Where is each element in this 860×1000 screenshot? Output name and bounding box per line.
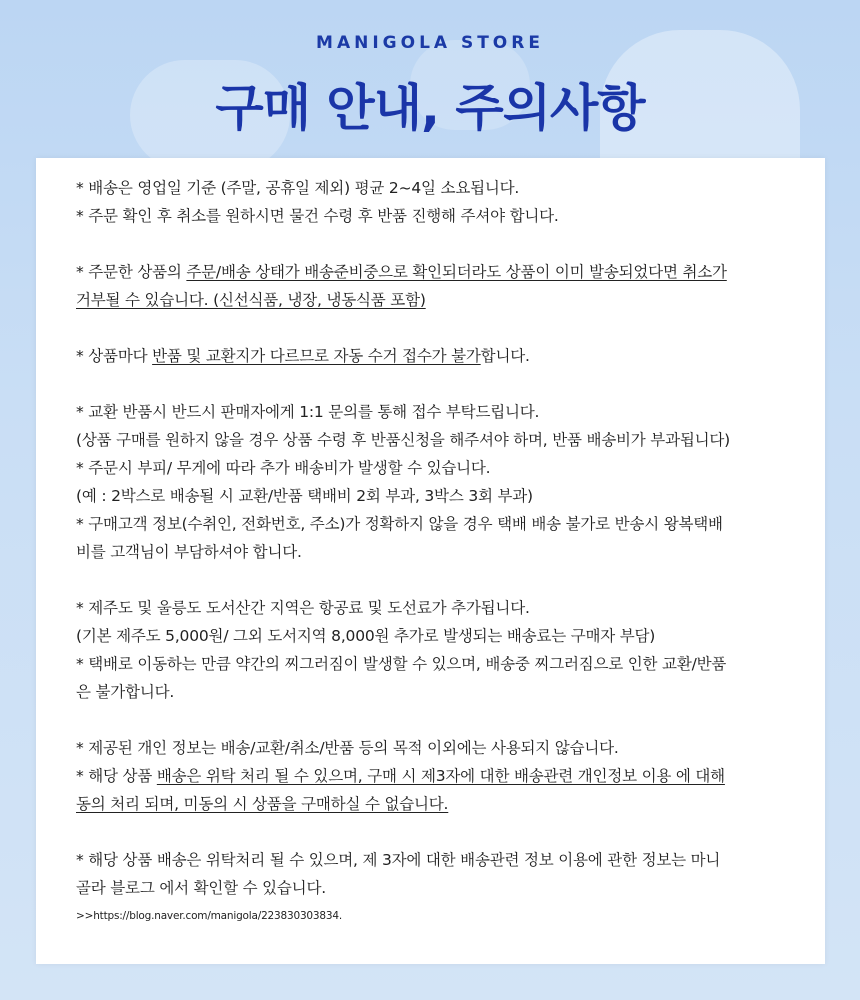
underlined-text: 주문/배송 상태가 배송준비중으로 확인되더라도 상품이 이미 발송되었다면 취소가 [186,263,727,281]
store-name: MANIGOLA STORE [316,33,544,53]
notice-line [76,482,788,510]
notice-line [76,398,788,426]
notice-line [76,874,788,902]
text-segment: * 해당 상품 배송은 위탁처리 될 수 있으며, 제 3자에 대한 배송관련 정보 이용에 관한 정보는 마니 [76,851,721,869]
text-segment: (예 : 2박스로 배송될 시 교환/반품 택배비 2회 부과, 3박스 3회 부과) [76,487,533,505]
text-segment: 합니다. [480,347,530,365]
notice-line [76,510,788,538]
text-segment: 은 불가합니다. [76,683,175,701]
notice-line [76,790,788,818]
underlined-text: 거부될 수 있습니다. (신선식품, 냉장, 냉동식품 포함) [76,291,426,309]
blog-link[interactable]: >>https://blog.naver.com/manigola/223830303834. [76,910,342,922]
page-title: 구매 안내, 주의사항 [215,79,645,137]
underlined-text: 배송은 위탁 처리 될 수 있으며, 구매 시 제3자에 대한 배송관련 개인정보 이용 에 대해 [156,767,725,785]
notice-line [76,538,788,566]
notice-line [76,286,788,314]
notice-line [76,426,788,454]
text-segment: (상품 구매를 원하지 않을 경우 상품 수령 후 반품신청을 해주셔야 하며, 반품 배송비가 부과됩니다) [76,431,731,449]
notice-line [76,622,788,650]
notice-line [76,342,788,370]
text-segment: 비를 고객님이 부담하셔야 합니다. [76,543,302,561]
notice-line [76,678,788,706]
blank-line [76,818,788,846]
notice-card [36,158,825,964]
notice-lines [76,174,788,928]
notice-line [76,734,788,762]
notice-line [76,762,788,790]
notice-line [76,258,788,286]
underlined-text: 반품 및 교환지가 다르므로 자동 수거 접수가 불가 [152,347,481,365]
notice-line [76,174,788,202]
blank-line [76,314,788,342]
notice-line [76,454,788,482]
text-segment: * 제주도 및 울릉도 도서산간 지역은 항공료 및 도선료가 추가됩니다. [76,599,530,617]
notice-line [76,650,788,678]
text-segment: * 제공된 개인 정보는 배송/교환/취소/반품 등의 목적 이외에는 사용되지 않습니다. [76,739,619,757]
text-segment: * 교환 반품시 반드시 판매자에게 1:1 문의를 통해 접수 부탁드립니다. [76,403,540,421]
text-segment: * 상품마다 [76,347,153,365]
text-segment: * 주문한 상품의 [76,263,187,281]
underlined-text: 동의 처리 되며, 미동의 시 상품을 구매하실 수 없습니다. [76,795,449,813]
text-segment: * 구매고객 정보(수취인, 전화번호, 주소)가 정확하지 않을 경우 택배 배송 불가로 반송시 왕복택배 [76,515,723,533]
text-segment: * 주문 확인 후 취소를 원하시면 물건 수령 후 반품 진행해 주셔야 합니다. [76,207,559,225]
blank-line [76,566,788,594]
text-segment: * 택배로 이동하는 만큼 약간의 찌그러짐이 발생할 수 있으며, 배송중 찌그러짐으로 인한 교환/반품 [76,655,727,673]
text-segment: * 배송은 영업일 기준 (주말, 공휴일 제외) 평균 2~4일 소요됩니다. [76,179,520,197]
notice-line [76,594,788,622]
blank-line [76,230,788,258]
text-segment: (기본 제주도 5,000원/ 그외 도서지역 8,000원 추가로 발생되는 배송료는 구매자 부담) [76,627,656,645]
blank-line [76,706,788,734]
notice-line [76,202,788,230]
text-segment: * 해당 상품 [76,767,157,785]
text-segment: 골라 블로그 에서 확인할 수 있습니다. [76,879,326,897]
notice-line [76,846,788,874]
text-segment: * 주문시 부피/ 무게에 따라 추가 배송비가 발생할 수 있습니다. [76,459,491,477]
blank-line [76,370,788,398]
